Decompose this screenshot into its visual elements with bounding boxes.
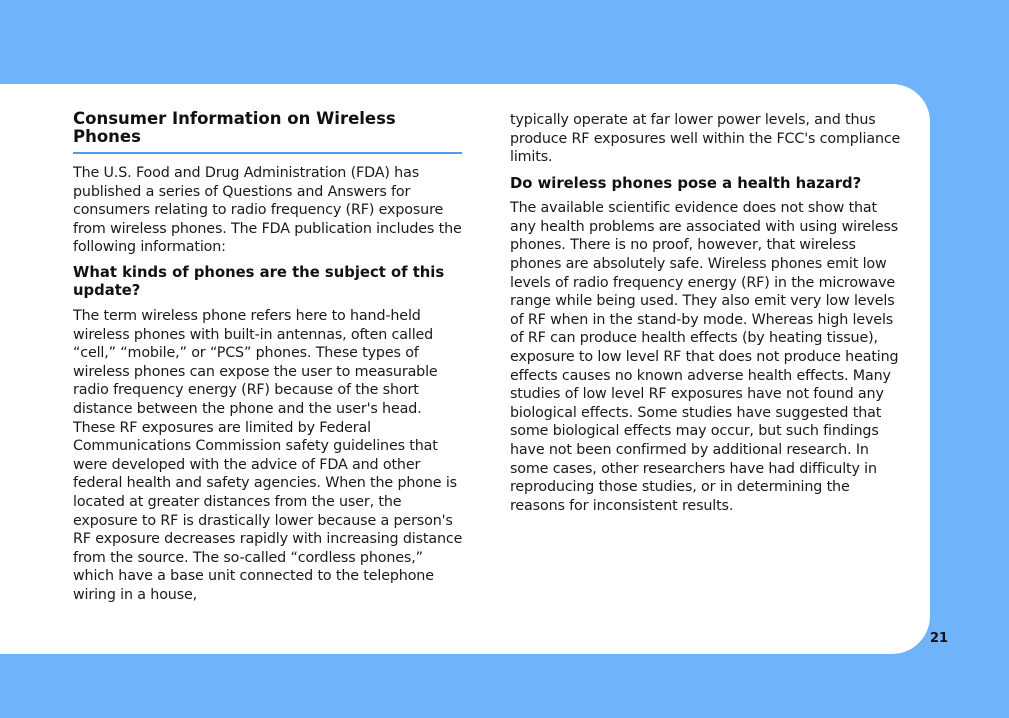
- left-column: [73, 110, 465, 604]
- question-heading-phones-subject: What kinds of phones are the subject of this update?: [73, 263, 445, 300]
- document-page: [0, 84, 930, 654]
- page-number: 21: [930, 631, 949, 646]
- right-column: [510, 111, 902, 515]
- intro-paragraph: The U.S. Food and Drug Administration (FDA) has published a series of Questions and Answers for consumers relating to radio frequency (RF) exposure from wireless phones. The FDA publication includes the following information:: [73, 165, 462, 256]
- answer-paragraph-phones-subject: The term wireless phone refers here to hand-held wireless phones with built-in antennas, often called “cell,” “mobile,” or “PCS” phones. These types of wireless phones can expose the user to measurable radio frequency energy (RF) because of the short distance between the phone and the user's head. These RF exposures are limited by Federal Communications Commission safety guidelines that were developed with the advice of FDA and other federal health and safety agencies. When the phone is located at greater distances from the user, the exposure to RF is drastically lower because a person's RF exposure decreases rapidly with increasing distance from the source. The so-called “cordless phones,” which have a base unit connected to the telephone wiring in a house,: [73, 307, 463, 603]
- answer-paragraph-health-hazard: The available scientific evidence does not show that any health problems are associated with using wireless phones. There is no proof, however, that wireless phones are absolutely safe. Wireless phones emit low levels of radio frequency energy (RF) in the microwave range while being used. They also emit very low levels of RF when in the stand-by mode. Whereas high levels of RF can produce health effects (by heating tissue), exposure to low level RF that does not produce heating effects causes no known adverse health effects. Many studies of low level RF exposures have not found any biological effects. Some studies have suggested that some biological effects may occur, but such findings have not been confirmed by additional research. In some cases, other researchers have had difficulty in reproducing those studies, or in determining the reasons for inconsistent results.: [510, 200, 899, 514]
- section-title: Consumer Information on Wireless Phones: [73, 110, 462, 154]
- continuation-paragraph: typically operate at far lower power levels, and thus produce RF exposures well within the FCC's compliance limits.: [510, 112, 901, 166]
- question-heading-health-hazard: Do wireless phones pose a health hazard?: [510, 174, 862, 192]
